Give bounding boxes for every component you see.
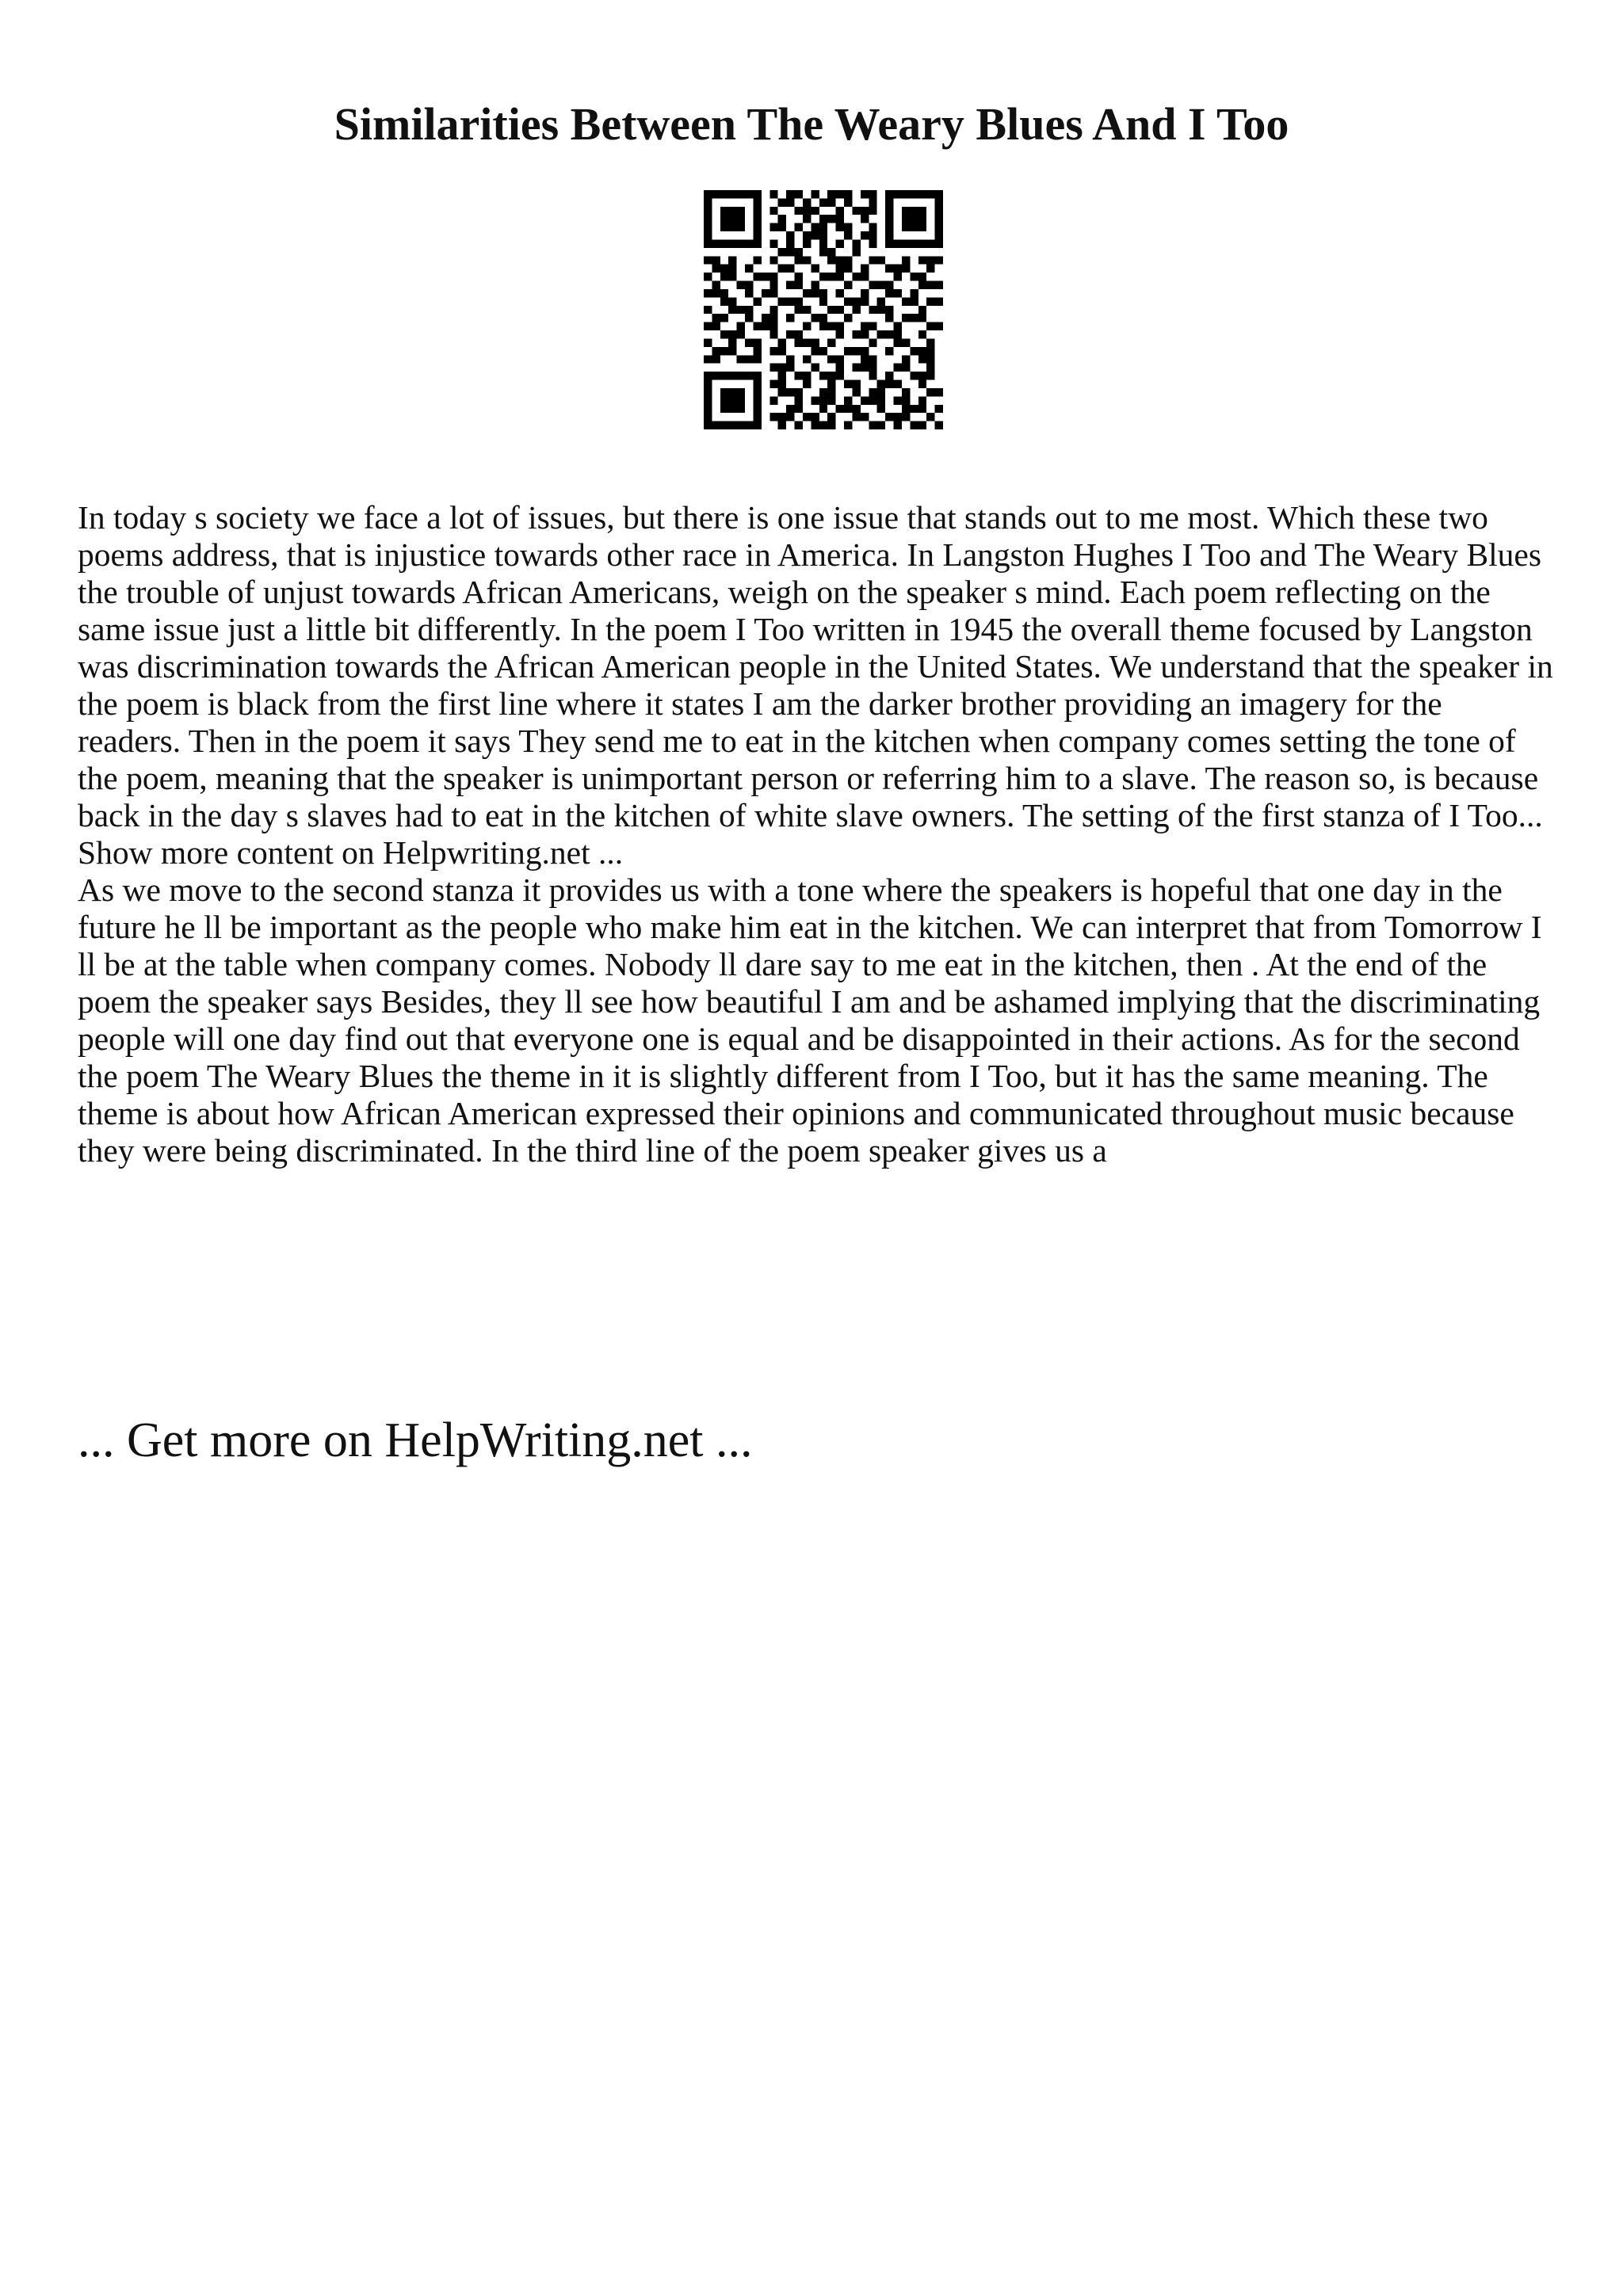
essay-paragraph-1: In today s society we face a lot of issues, but there is one issue that stands out to me most. Which these two poems address, that is injustice towards other race in America. In Langston Hughes I Too and The Weary Blues the trouble of unjust towards African Americans, weigh on the speaker s mind. Each poem reflecting on the same issue just a little bit differently. In the poem I Too written in 1945 the overall theme focused by Langston was discrimination towards the African American people in the United States. We understand that the speaker in the poem is black from the first line where it states I am the darker brother providing an imagery for the readers. Then in the poem it says They send me to eat in the kitchen when company comes setting the tone of the poem, meaning that the speaker is unimportant person or referring him to a slave. The reason so, is because back in the day s slaves had to eat in the kitchen of white slave owners. The setting of the first stanza of I Too... Show more content on Helpwriting.net ... — [78, 499, 1553, 871]
qr-code-icon — [704, 190, 943, 429]
document-title: Similarities Between The Weary Blues And I Too — [334, 98, 1289, 150]
get-more-link[interactable]: ... Get more on HelpWriting.net ... — [78, 1413, 753, 1467]
essay-paragraph-2: As we move to the second stanza it provides us with a tone where the speakers is hopeful that one day in the future he ll be important as the people who make him eat in the kitchen. We can interpret that from Tomorrow I ll be at the table when company comes. Nobody ll dare say to me eat in the kitchen, then . At the end of the poem the speaker says Besides, they ll see how beautiful I am and be ashamed implying that the discriminating people will one day find out that everyone one is equal and be disappointed in their actions. As for the second the poem The Weary Blues the theme in it is slightly different from I Too, but it has the same meaning. The theme is about how African American expressed their opinions and communicated throughout music because they were being discriminated. In the third line of the poem speaker gives us a — [78, 871, 1542, 1169]
essay-body — [78, 499, 1553, 1169]
